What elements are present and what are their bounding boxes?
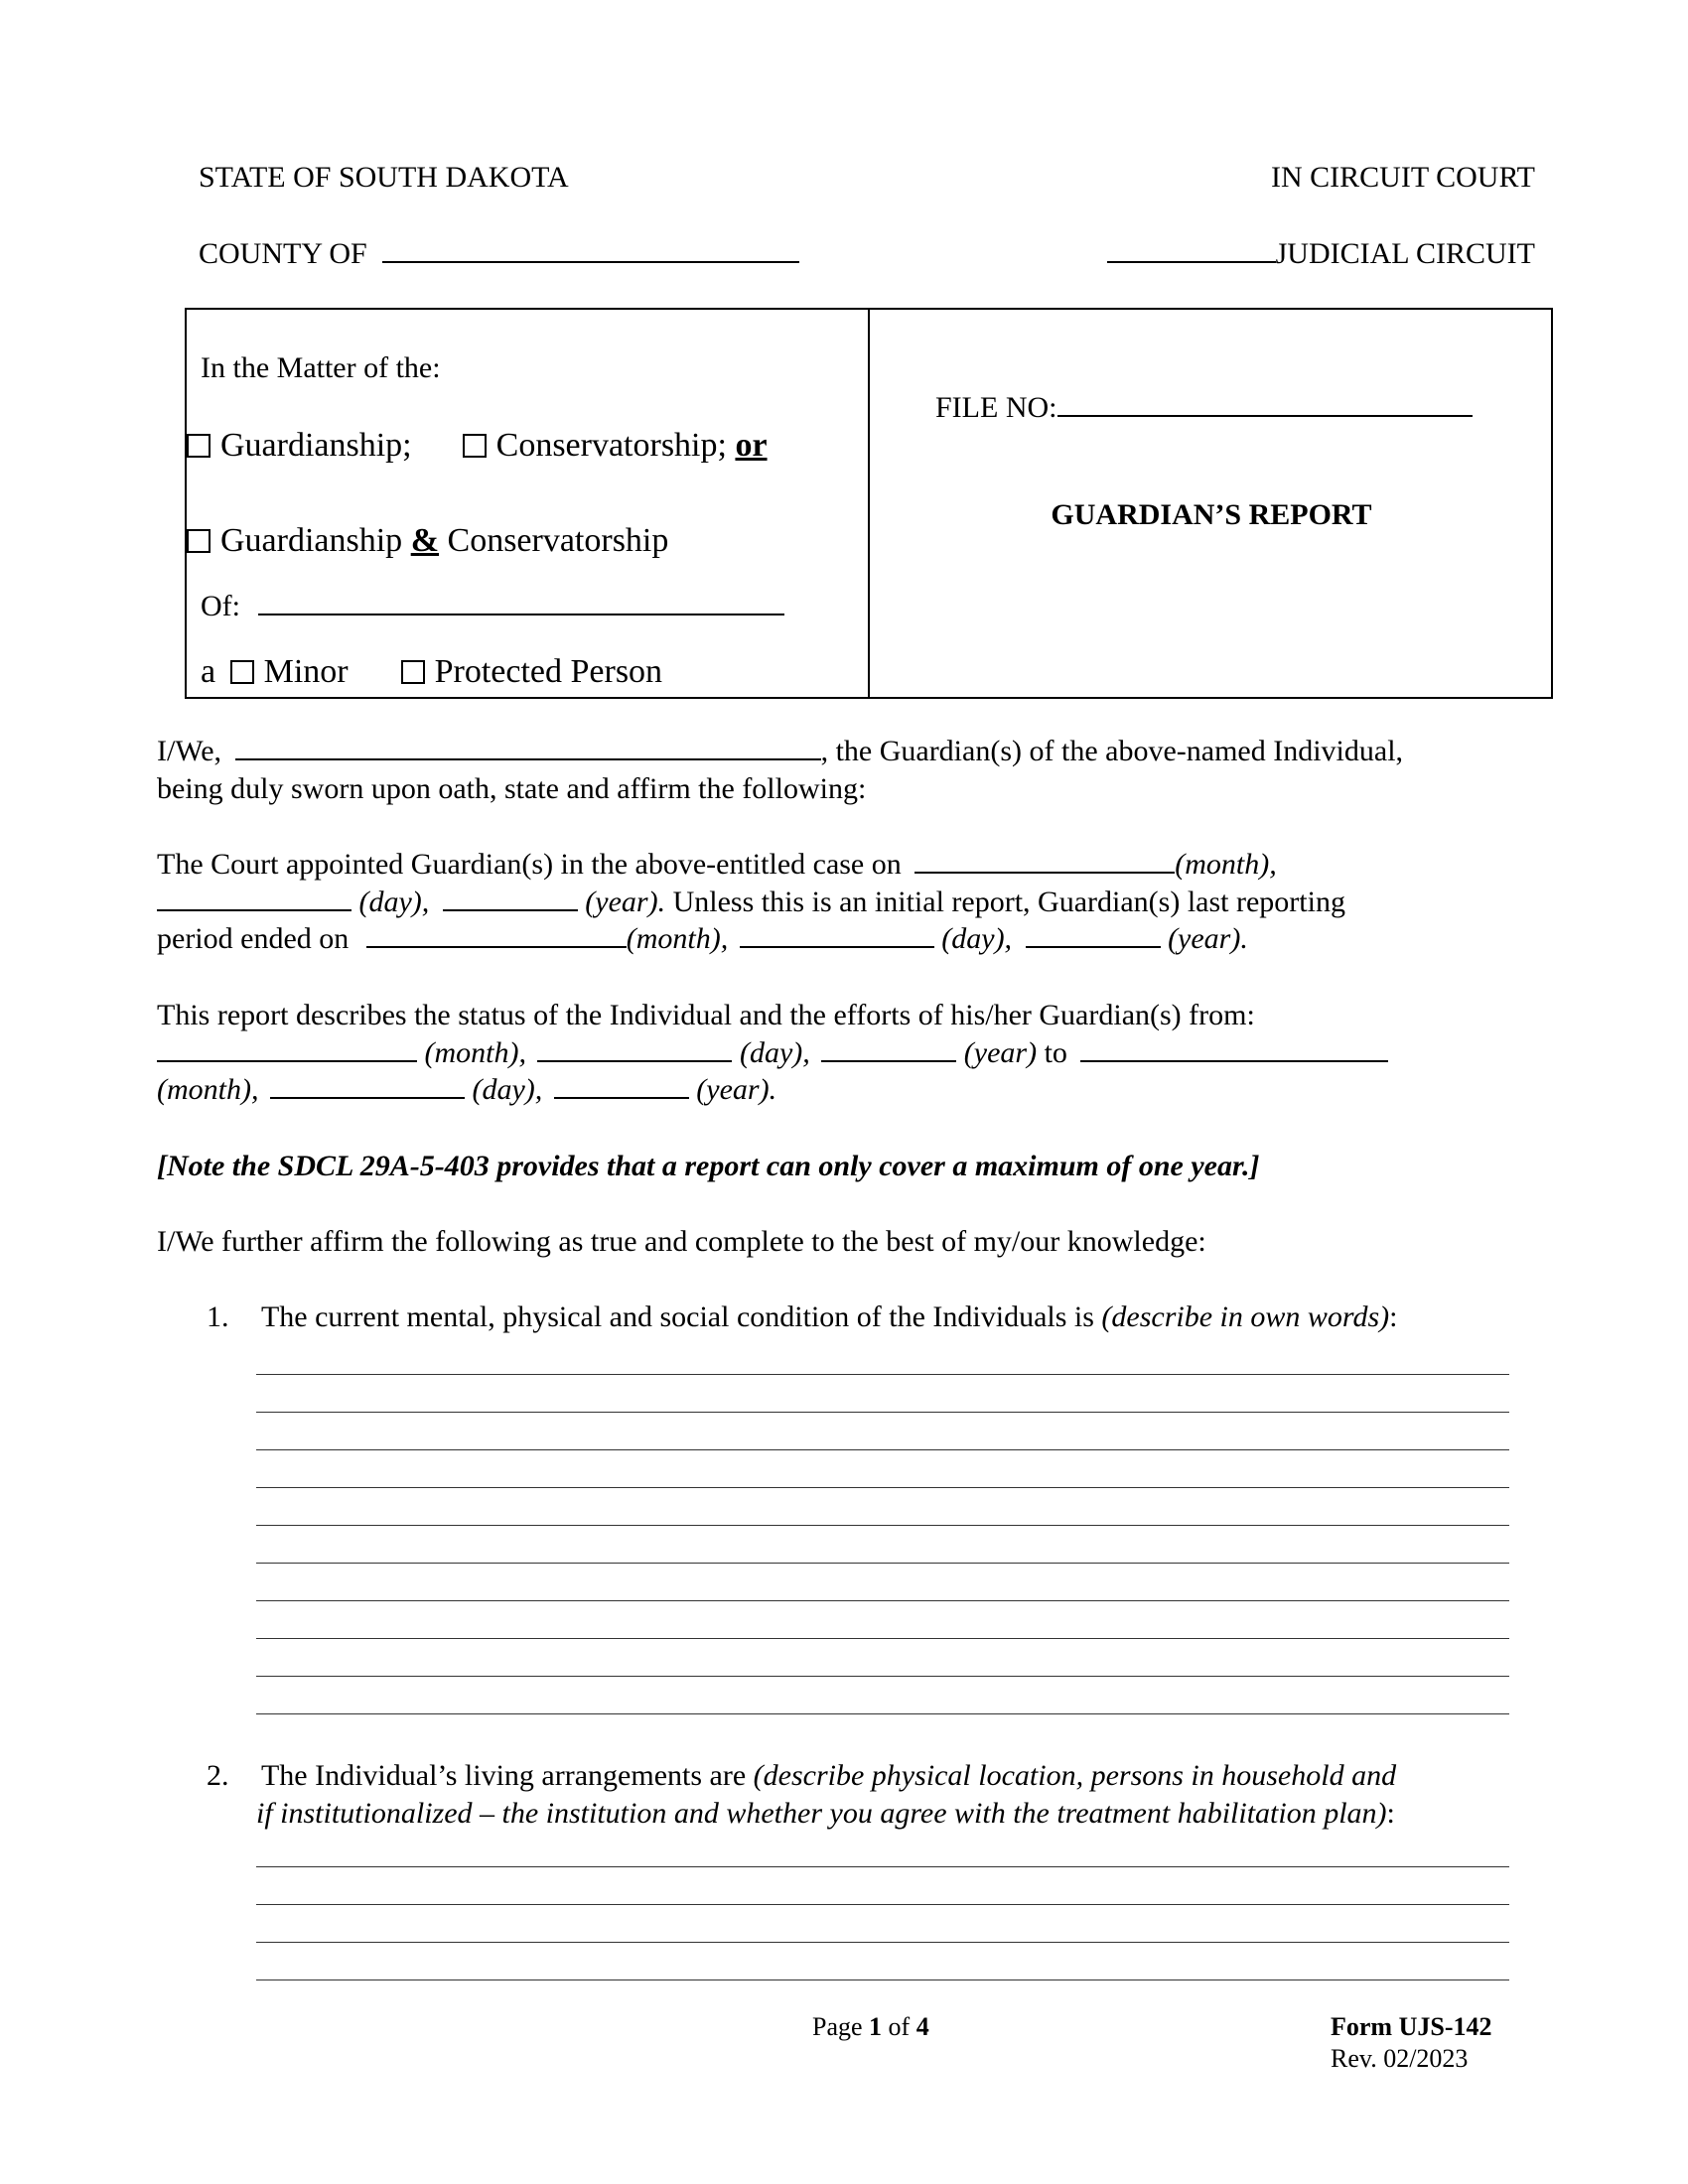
unless-text: Unless this is an initial report, Guardian(s) last reporting <box>672 885 1345 918</box>
to-month-field[interactable] <box>1080 1034 1388 1062</box>
minor-checkbox[interactable] <box>230 660 254 684</box>
item-2 <box>207 1757 1396 1795</box>
item-1-text: The current mental, physical and social condition of the Individuals is <box>260 1300 1094 1333</box>
period-ended-label: period ended on <box>157 922 350 955</box>
answer-line[interactable] <box>256 1942 1509 1943</box>
of-line <box>201 586 784 625</box>
case-type-row <box>187 425 768 468</box>
affirm-statement: I/We further affirm the following as true and complete to the best of my/our knowledge: <box>157 1225 1206 1258</box>
intro-paragraph <box>157 733 1547 807</box>
answer-line[interactable] <box>256 1525 1509 1526</box>
appointed-year-label: (year). <box>585 885 666 918</box>
individual-name-field[interactable] <box>258 586 784 615</box>
caption-box <box>185 308 1553 699</box>
conservatorship-checkbox[interactable] <box>463 434 487 458</box>
sdcl-note: [Note the SDCL 29A-5-403 provides that a report can only cover a maximum of one year.] <box>157 1150 1260 1182</box>
answer-line[interactable] <box>256 1374 1509 1375</box>
item-2-hint: (describe physical location, persons in household and <box>753 1759 1397 1792</box>
item-1-hint: (describe in own words) <box>1101 1300 1390 1333</box>
file-no-line <box>935 387 1473 427</box>
county-field[interactable] <box>382 233 799 263</box>
state-heading: STATE OF SOUTH DAKOTA <box>199 161 569 194</box>
from-day-label: (day), <box>739 1035 810 1069</box>
to-label: to <box>1044 1035 1067 1069</box>
case-type-row-2 <box>187 520 668 563</box>
last-period-month-field[interactable] <box>366 920 627 948</box>
appointed-year-field[interactable] <box>443 884 578 911</box>
protected-person-checkbox[interactable] <box>401 660 425 684</box>
item-2-number: 2. <box>207 1759 229 1792</box>
guardian-names-field[interactable] <box>235 733 821 760</box>
to-year-label: (year). <box>696 1073 777 1106</box>
conservatorship-label: Conservatorship; <box>495 427 727 464</box>
to-day-label: (day), <box>472 1073 543 1106</box>
form-number: Form UJS-142 <box>1331 2012 1492 2041</box>
answer-line[interactable] <box>256 1638 1509 1639</box>
last-period-day-field[interactable] <box>740 920 934 948</box>
appointed-month-label: (month), <box>1175 848 1277 881</box>
item-2-hint-2: if institutionalized – the institution and whether you agree with the treatment habilitation plan) <box>256 1797 1387 1830</box>
intro-line-2: being duly sworn upon oath, state and affirm the following: <box>157 771 867 805</box>
appointed-paragraph <box>157 846 1547 958</box>
person-type-row <box>201 651 662 694</box>
revision-date: Rev. 02/2023 <box>1331 2044 1469 2073</box>
page-prefix: Page <box>812 2012 863 2041</box>
report-title: GUARDIAN’S REPORT <box>1051 498 1372 531</box>
from-month-field[interactable] <box>157 1034 417 1062</box>
from-month-label: (month), <box>424 1035 526 1069</box>
period-paragraph <box>157 997 1547 1109</box>
from-year-field[interactable] <box>821 1034 956 1062</box>
ampersand-label: & <box>410 522 440 559</box>
last-period-year-field[interactable] <box>1026 920 1161 948</box>
answer-line[interactable] <box>256 1600 1509 1601</box>
guardianship-label-2: Guardianship <box>220 522 403 559</box>
to-day-field[interactable] <box>270 1071 465 1099</box>
appointed-month-field[interactable] <box>914 846 1175 874</box>
item-2-end: : <box>1386 1797 1395 1830</box>
conservatorship-label-2: Conservatorship <box>447 522 669 559</box>
last-period-month-label: (month), <box>626 922 729 955</box>
guardianship-and-conservatorship-checkbox[interactable] <box>187 529 211 553</box>
item-1-number: 1. <box>207 1300 229 1333</box>
file-no-label: FILE NO: <box>935 391 1057 424</box>
matter-label: In the Matter of the: <box>201 351 441 384</box>
to-month-label: (month), <box>157 1073 259 1106</box>
answer-line[interactable] <box>256 1866 1509 1867</box>
from-day-field[interactable] <box>537 1034 732 1062</box>
minor-label: Minor <box>263 653 349 690</box>
to-year-field[interactable] <box>554 1071 689 1099</box>
court-heading: IN CIRCUIT COURT <box>1271 161 1535 194</box>
answer-line[interactable] <box>256 1713 1509 1714</box>
page-of: of <box>888 2012 911 2041</box>
answer-line[interactable] <box>256 1904 1509 1905</box>
or-label: or <box>735 427 768 464</box>
county-line <box>199 233 799 273</box>
appointed-day-label: (day), <box>358 885 430 918</box>
answer-line[interactable] <box>256 1676 1509 1677</box>
from-year-label: (year) <box>963 1035 1038 1069</box>
appointed-lead: The Court appointed Guardian(s) in the above-entitled case on <box>157 848 902 881</box>
item-2-line-2 <box>256 1795 1395 1833</box>
item-2-text: The Individual’s living arrangements are <box>260 1759 747 1792</box>
answer-line[interactable] <box>256 1563 1509 1564</box>
guardianship-label: Guardianship; <box>220 427 412 464</box>
circuit-line <box>1107 233 1535 273</box>
circuit-field[interactable] <box>1107 233 1276 263</box>
answer-line[interactable] <box>256 1979 1509 1980</box>
page-current: 1 <box>869 2012 883 2041</box>
iwe-label: I/We, <box>157 735 222 767</box>
answer-line[interactable] <box>256 1449 1509 1450</box>
appointed-day-field[interactable] <box>157 884 352 911</box>
protected-person-label: Protected Person <box>434 653 663 690</box>
answer-line[interactable] <box>256 1412 1509 1413</box>
item-1 <box>207 1298 1397 1336</box>
period-lead: This report describes the status of the Individual and the efforts of his/her Guardian(s) from: <box>157 999 1255 1031</box>
last-period-day-label: (day), <box>941 922 1013 955</box>
answer-line[interactable] <box>256 1487 1509 1488</box>
file-no-field[interactable] <box>1057 387 1473 417</box>
county-label: COUNTY OF <box>199 237 367 270</box>
page-number <box>812 2011 929 2044</box>
circuit-label: JUDICIAL CIRCUIT <box>1275 237 1535 270</box>
page-total: 4 <box>915 2012 929 2041</box>
a-label: a <box>201 653 216 690</box>
last-period-year-label: (year). <box>1168 922 1248 955</box>
guardianship-checkbox[interactable] <box>187 434 211 458</box>
of-label: Of: <box>201 590 240 622</box>
item-1-end: : <box>1389 1300 1398 1333</box>
intro-rest: , the Guardian(s) of the above-named Individual, <box>820 735 1404 767</box>
